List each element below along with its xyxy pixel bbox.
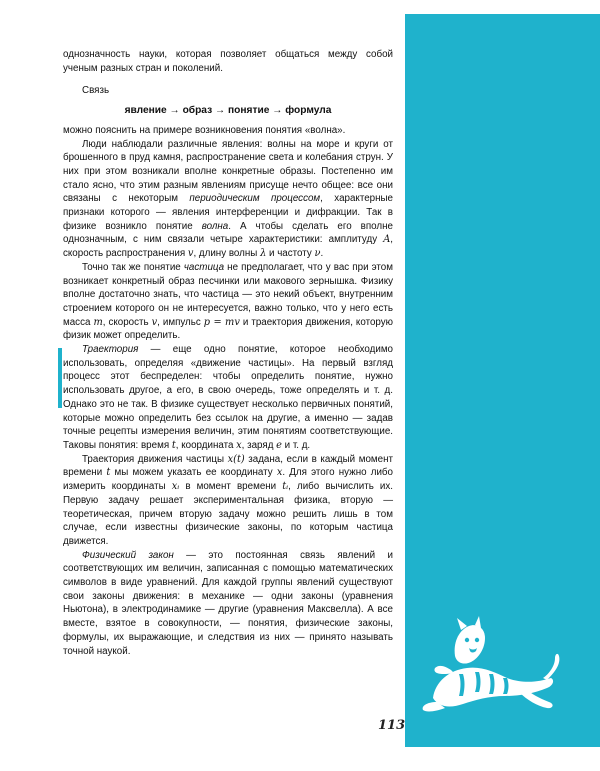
margin-accent-bar: [58, 348, 62, 408]
chain-explanation: можно пояснить на примере возникновения понятия «волна».: [63, 124, 346, 136]
body-text: [63, 48, 393, 658]
intro-fragment: однозначность науки, которая позволяет общаться между собой ученым разных стран и поколений.: [63, 49, 393, 74]
paragraph-wave: Люди наблюдали различные явления: волны на море и круги от брошенного в пруд камня, распространение света и колебания струн. У них при этом возникали вполне конкретные образы. Постепенно им стало ясно, что этим разным явлениям присуще нечто общее: все они связаны с некоторым периодическим процессом, характерные признаки которого — явления интерференции и дифракции. Так в физике возникло понятие волна. А чтобы сделать его вполне однозначным, с ним связали четыре характеристики: амплитуду A, скорость распространения v, длину волны λ и частоту ν.: [63, 138, 394, 260]
paragraph-particle: Точно так же понятие частица не предполагает, что у вас при этом возникает конкретный образ песчинки или макового зернышка. Физику вполне достаточно знать, что частица — это некий объект, внутренним строением которого он не интересуется, важно только, что у него есть масса m, скорость v, импульс p = mv и траектория движения, которую физик может определить.: [63, 261, 393, 342]
concept-chain: явление → образ → понятие → формула: [124, 105, 332, 117]
paragraph-physical-law: Физический закон — это постоянная связь явлений и соответствующих им величин, записанная с помощью математических символов в виде уравнений. Для каждой группы явлений существуют свои законы движения: в механике — одни законы (уравнения Ньютона), в электродинамике — другие (уравнения Максвелла). А все вместе, взятое в совокупности, — понятия, физические законы, формулы, их выражающие, и следствия из них — принято называть точной наукой.: [63, 549, 393, 657]
link-label: Связь: [82, 85, 110, 97]
paragraph-trajectory: Траектория — еще одно понятие, которое необходимо использовать, определяя «движение частицы». На первый взгляд процесс этот беспределен: чтобы определить понятие, нужно использовать другое, а его, в свою очередь, тоже определять и т. д. Однако это не так. В физике существует несколько первичных понятий, которые можно определить без ссылок на другие, а именно — задав точные рецепты измерения величин, этим понятиям соответствующие. Таковы понятия: время t, координата x, заряд e и т. д.: [63, 344, 393, 451]
lying-creature-illustration: [415, 616, 565, 716]
paragraph-trajectory-definition: Траектория движения частицы x(t) задана, если в каждый момент времени t мы можем указать ее координату x. Для этого нужно либо измерить координаты xᵢ в момент времени tᵢ, либо вычислить их. Первую задачу решает экспериментальная физика, вторую — теоретическая, причем вторую задачу можно решить лишь в том случае, если известны физические законы, по которым частица движется.: [63, 453, 394, 547]
page-number: 113: [378, 718, 406, 733]
